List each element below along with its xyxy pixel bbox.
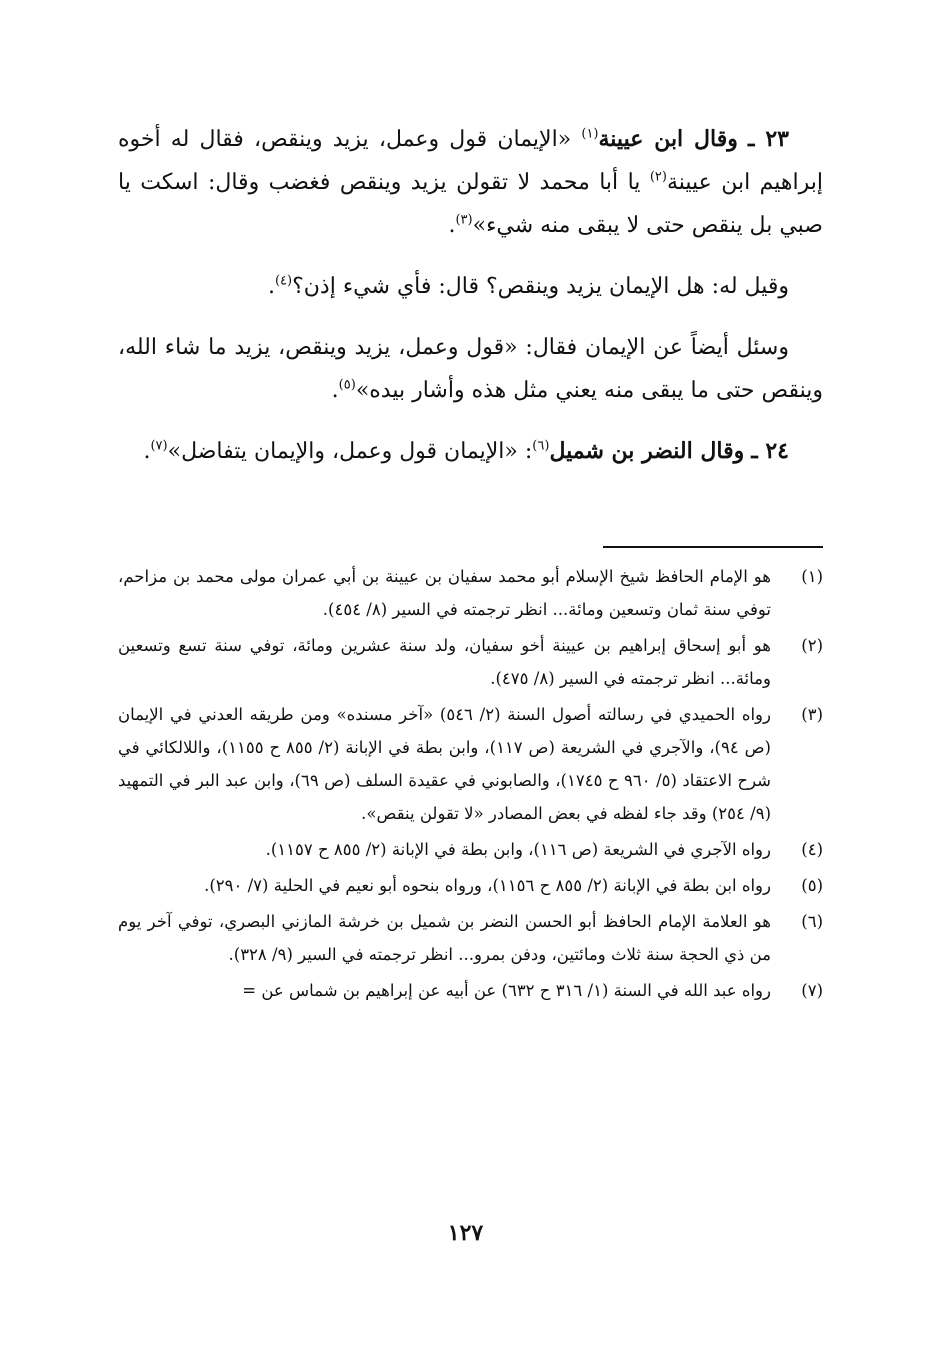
footnote-number: (٥) (801, 876, 823, 895)
footnote-item (118, 974, 823, 1007)
footnote-item (118, 833, 823, 866)
punctuation: . (331, 378, 339, 403)
paragraph-23 (118, 118, 823, 247)
paragraph-number: ٢٣ ـ (748, 126, 789, 152)
punctuation: . (448, 213, 456, 238)
speaker-lead: وقال النضر بن شميل (549, 438, 745, 464)
footnote-item (118, 869, 823, 902)
footnote-ref: (٤) (274, 273, 293, 289)
footnote-number: (٧) (801, 981, 823, 1000)
paragraph-text: وسئل أيضاً عن الإيمان فقال: «قول وعمل، يزيد وينقص، يزيد ما شاء الله، وينقص حتى ما يبقى منه يعني مثل هذه وأشار بيده» (118, 335, 823, 403)
footnote-text: هو الإمام الحافظ شيخ الإسلام أبو محمد سفيان بن عيينة بن أبي عمران مولى محمد بن مزاحم، توفي سنة ثمان وتسعين ومائة... انظر ترجمته في السير (٨/ ٤٥٤). (118, 567, 771, 619)
paragraph-24 (118, 430, 823, 473)
paragraph-text: وقيل له: هل الإيمان يزيد وينقص؟ قال: فأي شيء إذن؟ (292, 274, 789, 299)
footnote-text: هو أبو إسحاق إبراهيم بن عيينة أخو سفيان، ولد سنة عشرين ومائة، توفي سنة تسع وتسعين ومائة... انظر ترجمته في السير (٨/ ٤٧٥). (118, 636, 771, 688)
footnote-number: (٣) (801, 705, 823, 724)
page-number: ١٢٧ (447, 1220, 484, 1246)
footnote-ref: (٦) (532, 438, 550, 454)
footnote-text: هو العلامة الإمام الحافظ أبو الحسن النضر بن شميل بن خرشة المازني البصري، توفي آخر يوم من ذي الحجة سنة ثلاث ومائتين، ودفن بمرو... انظر ترجمته في السير (٩/ ٣٢٨). (118, 912, 771, 964)
footnote-divider (603, 546, 823, 548)
footnote-ref: (٢) (649, 169, 667, 185)
footnote-number: (٦) (801, 912, 823, 931)
footnote-ref: (٥) (338, 377, 356, 393)
footnote-item (118, 560, 823, 626)
footnote-item (118, 905, 823, 971)
footnote-text: رواه الحميدي في رسالته أصول السنة (٢/ ٥٤٦) «آخر مسنده» ومن طريقه العدني في الإيمان (ص ٩٤)، والآجري في الشريعة (ص ١١٧)، وابن بطة في الإبانة (٢/ ٨٥٥ ح ١١٥٥)، واللالكائي في شرح الاعتقاد (٥/ ٩٦٠ ح ١٧٤٥)، والصابوني في عقيدة السلف (ص ٦٩)، وابن عبد البر في التمهيد (٩/ ٢٥٤) وقد جاء لفظه في بعض المصادر «لا تقولن ينقص». (118, 705, 771, 823)
footnote-number: (١) (801, 567, 823, 586)
footnote-text: رواه الآجري في الشريعة (ص ١١٦)، وابن بطة في الإبانة (٢/ ٨٥٥ ح ١١٥٧). (265, 840, 771, 859)
punctuation: . (143, 439, 151, 464)
speaker-lead: وقال ابن عيينة (598, 126, 738, 152)
footnote-item (118, 698, 823, 830)
paragraph-number: ٢٤ ـ (751, 438, 789, 464)
footnote-ref: (١) (581, 126, 599, 142)
paragraph-asked (118, 326, 823, 412)
footnote-ref: (٧) (150, 438, 168, 454)
footnote-item (118, 629, 823, 695)
footnotes (118, 560, 823, 1010)
paragraph-text: «الإيمان قول وعمل، يزيد وينقص، فقال له أخوه إبراهيم ابن عيينة (118, 127, 823, 195)
footnote-number: (٢) (801, 636, 823, 655)
paragraph-text: يا أبا محمد لا تقولن يزيد وينقص فغضب وقال: اسكت يا صبي بل ينقص حتى لا يبقى منه شيء» (118, 170, 823, 238)
punctuation: . (267, 274, 275, 299)
main-text (118, 118, 823, 491)
footnote-text: رواه عبد الله في السنة (١/ ٣١٦ ح ٦٣٢) عن أبيه عن إبراهيم بن شماس عن = (242, 981, 771, 1000)
paragraph-text: : «الإيمان قول وعمل، والإيمان يتفاضل» (167, 439, 533, 464)
footnote-text: رواه ابن بطة في الإبانة (٢/ ٨٥٥ ح ١١٥٦)، ورواه بنحوه أبو نعيم في الحلية (٧/ ٢٩٠). (204, 876, 771, 895)
footnote-number: (٤) (801, 840, 823, 859)
paragraph-question (118, 265, 823, 308)
footnote-ref: (٣) (455, 212, 473, 228)
